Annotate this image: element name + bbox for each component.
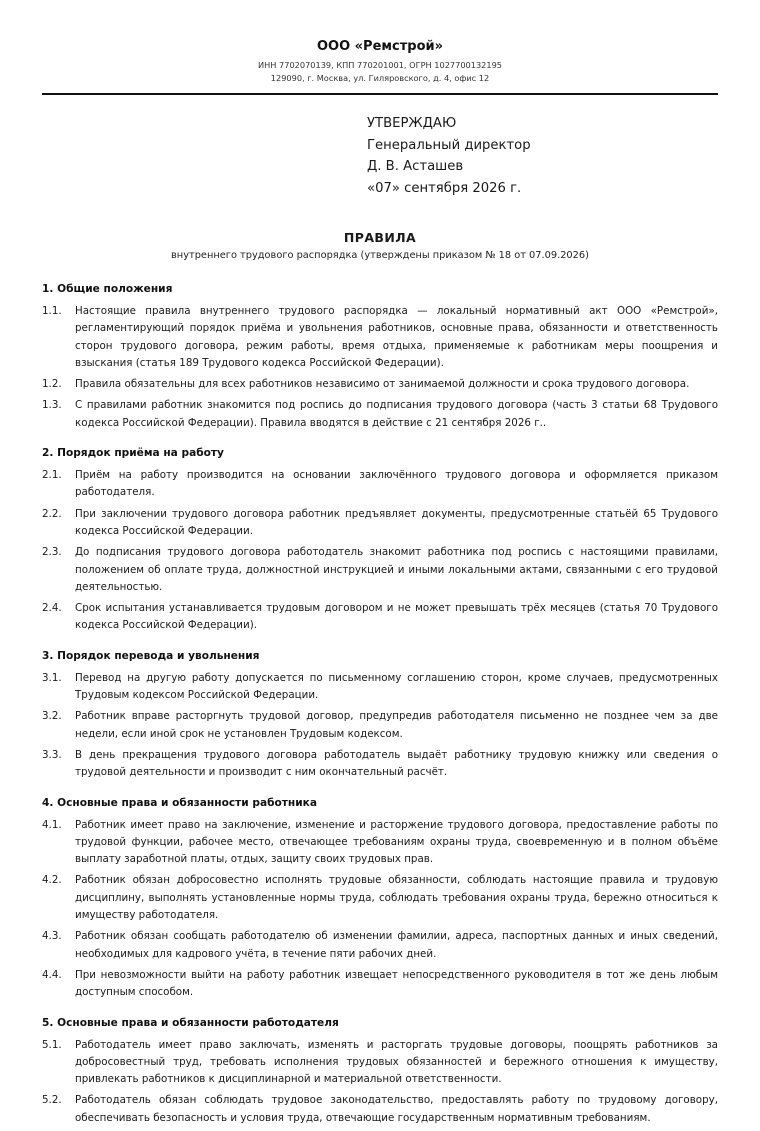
clause-text: Правила обязательны для всех работников независимо от занимаемой должности и срока трудового договора. — [75, 378, 690, 391]
section — [42, 1015, 718, 1127]
approval-heading: УТВЕРЖДАЮ — [367, 116, 457, 131]
clause-text: С правилами работник знакомится под роспись до подписания трудового договора (часть 3 статьи 68 Трудового кодекса Российской Федерации). Правила вводятся в действие с 21 сентября 2026 г.. — [75, 399, 718, 429]
section — [42, 445, 718, 635]
clause — [42, 967, 718, 1002]
clause — [42, 303, 718, 372]
clause — [42, 872, 718, 924]
document-subtitle: внутреннего трудового распорядка (утверждены приказом № 18 от 07.09.2026) — [171, 250, 589, 261]
clause — [42, 506, 718, 541]
section — [42, 795, 718, 1002]
header-divider — [42, 93, 718, 95]
clause-text: Перевод на другую работу допускается по письменному соглашению сторон, кроме случаев, предусмотренных Трудовым кодексом Российской Федерации. — [75, 671, 718, 702]
clause-number: 4.4. — [42, 968, 62, 981]
clause-number: 1.1. — [42, 305, 62, 317]
company-requisites: ИНН 7702070139, КПП 770201001, ОГРН 1027700132195 — [257, 60, 502, 70]
clause — [42, 467, 718, 502]
clause-text: При невозможности выйти на работу работник извещает непосредственного руководителя в тот же день любым доступным способом. — [75, 968, 718, 999]
clause-text: Работник обязан добросовестно исполнять трудовые обязанности, соблюдать настоящие правила и трудовую дисциплину, выполнять установленные нормы труда, соблюдать требования охраны труда, бережно относиться к имуществу работодателя. — [75, 874, 718, 922]
clause — [42, 600, 718, 635]
clause — [42, 544, 718, 596]
clause — [42, 747, 718, 782]
clause-text: Настоящие правила внутреннего трудового распорядка — локальный нормативный акт ООО «Ремстрой», регламентирующий порядок приёма и увольнения работников, основные права, обязанности и ответственность сторон трудового договора, режим работы, время отдыха, применяемые к работникам меры поощрения и взыскания (статья 189 Трудового кодекса Российской Федерации). — [75, 305, 718, 369]
clause-number: 3.3. — [42, 748, 62, 761]
clause-number: 3.2. — [42, 710, 62, 723]
clause-number: 1.3. — [42, 399, 62, 412]
clause — [42, 817, 718, 869]
approval-position: Генеральный директор — [367, 137, 531, 153]
company-address: 129090, г. Москва, ул. Гиляровского, д. 4, офис 12 — [270, 73, 490, 83]
clause — [42, 1037, 718, 1089]
approval-signatory: Д. В. Асташев — [367, 159, 464, 174]
section-title: 2. Порядок приёма на работу — [42, 447, 224, 460]
clause — [42, 670, 718, 705]
clause-text: Работник вправе расторгнуть трудовой договор, предупредив работодателя письменно не позднее чем за две недели, если иной срок не установлен Трудовым кодексом. — [75, 710, 718, 740]
clause-number: 4.1. — [42, 818, 62, 831]
section-title: 4. Основные права и обязанности работника — [42, 796, 318, 809]
approval-block — [367, 113, 531, 199]
clause-text: Срок испытания устанавливается трудовым договором и не может превышать трёх месяцев (статья 70 Трудового кодекса Российской Федерации). — [75, 602, 718, 632]
clause-number: 5.2. — [42, 1094, 62, 1107]
approval-date: «07» сентября 2026 г. — [367, 180, 522, 196]
clause-number: 1.2. — [42, 378, 62, 391]
clause — [42, 376, 718, 393]
section-title: 1. Общие положения — [42, 283, 173, 295]
clause-number: 2.3. — [42, 546, 62, 559]
company-name: ООО «Ремстрой» — [316, 39, 444, 54]
section — [42, 281, 718, 432]
clause-text: Работник имеет право на заключение, изменение и расторжение трудового договора, предоставление работы по трудовой функции, рабочее место, отвечающее требованиям охраны труда, своевременную и в полном объёме выплату заработной платы, отдых, защиту своих трудовых прав. — [75, 818, 718, 866]
section — [42, 648, 718, 782]
clause-number: 2.1. — [42, 469, 62, 482]
document-body — [42, 281, 718, 1131]
document-title: ПРАВИЛА — [343, 230, 417, 245]
clause — [42, 928, 718, 963]
section-title: 3. Порядок перевода и увольнения — [42, 649, 260, 662]
clause-number: 3.1. — [42, 671, 62, 684]
clause-text: В день прекращения трудового договора работодатель выдаёт работнику трудовую книжку или сведения о трудовой деятельности и производит с ним окончательный расчёт. — [75, 748, 718, 779]
clause-text: Приём на работу производится на основании заключённого трудового договора и оформляется приказом работодателя. — [75, 469, 718, 499]
clause-text: Работодатель имеет право заключать, изменять и расторгать трудовые договоры, поощрять работников за добросовестный труд, требовать исполнения трудовых обязанностей и бережного отношения к имуществу, привлекать работников к дисциплинарной и материальной ответственности. — [75, 1038, 718, 1086]
clause-number: 4.3. — [42, 930, 62, 943]
company-requisites-block — [0, 59, 760, 85]
clause — [42, 1092, 718, 1127]
clause-text: До подписания трудового договора работодатель знакомит работника под роспись с настоящими правилами, положением об оплате труда, должностной инструкцией и иными локальными актами, связанными с его трудовой деятельностью. — [75, 546, 718, 593]
clause — [42, 708, 718, 743]
clause-text: Работник обязан сообщать работодателю об изменении фамилии, адреса, паспортных данных и иных сведений, необходимых для кадрового учёта, в течение пяти рабочих дней. — [75, 930, 718, 960]
clause-text: Работодатель обязан соблюдать трудовое законодательство, предоставлять работу по трудовому договору, обеспечивать безопасность и условия труда, отвечающие государственным нормативным требованиям. — [75, 1094, 718, 1124]
clause-number: 4.2. — [42, 874, 62, 887]
clause-number: 5.1. — [42, 1038, 62, 1051]
clause-number: 2.2. — [42, 507, 62, 520]
clause-number: 2.4. — [42, 602, 62, 615]
clause — [42, 397, 718, 432]
section-title: 5. Основные права и обязанности работодателя — [42, 1016, 339, 1029]
clause-text: При заключении трудового договора работник предъявляет документы, предусмотренные статьёй 65 Трудового кодекса Российской Федерации. — [75, 507, 718, 537]
